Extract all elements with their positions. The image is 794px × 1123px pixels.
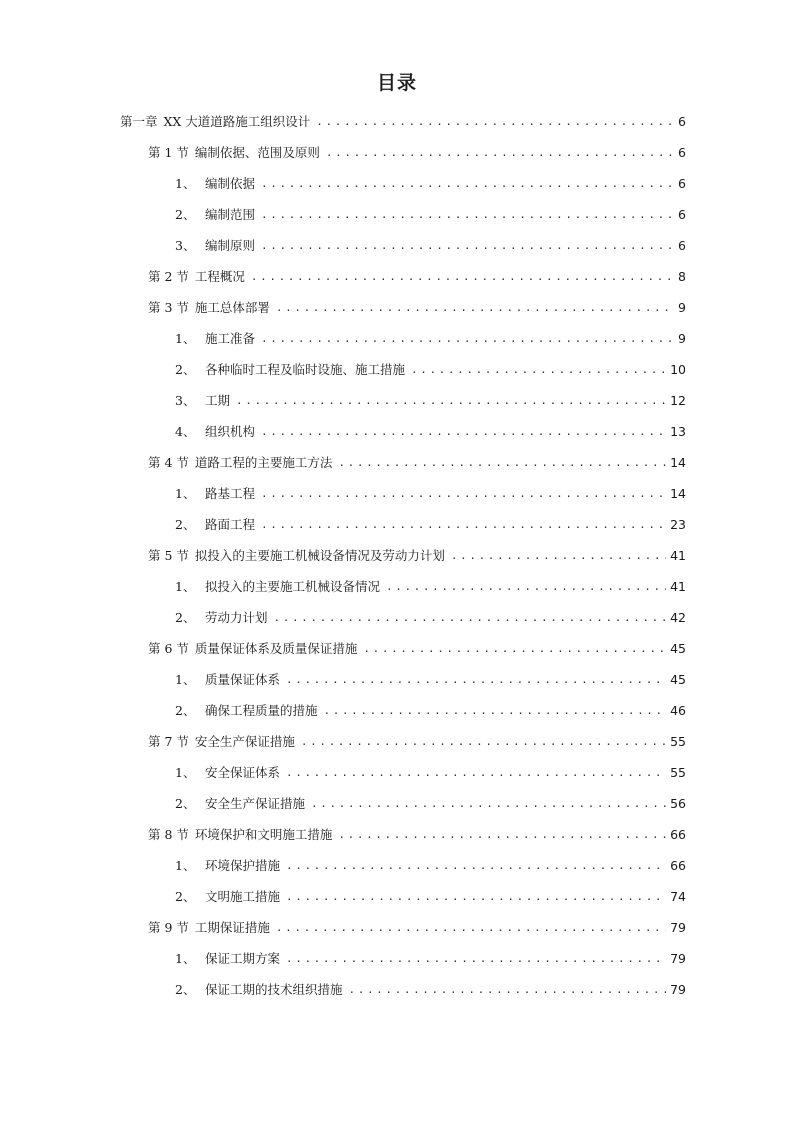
toc-entry-prefix: 4、 bbox=[175, 424, 196, 439]
toc-entry-title: 劳动力计划 bbox=[205, 610, 268, 625]
toc-dot-leader bbox=[286, 673, 666, 686]
toc-page-number: 14 bbox=[670, 454, 686, 470]
toc-page-number: 8 bbox=[678, 268, 686, 284]
toc-dot-leader bbox=[338, 456, 666, 469]
toc-subsection-entry[interactable] bbox=[175, 854, 686, 876]
toc-page-number: 14 bbox=[670, 485, 686, 501]
toc-entry-title: 工程概况 bbox=[194, 269, 245, 284]
toc-entry-prefix: 第 6 节 bbox=[148, 641, 189, 656]
toc-section-entry[interactable] bbox=[148, 296, 686, 318]
toc-section-entry[interactable] bbox=[148, 141, 686, 163]
toc-entry-title: 施工总体部署 bbox=[194, 300, 270, 315]
toc-entry-title: 保证工期的技术组织措施 bbox=[205, 982, 343, 997]
toc-section-entry[interactable] bbox=[148, 730, 686, 752]
toc-subsection-entry[interactable] bbox=[175, 575, 686, 597]
toc-subsection-entry[interactable] bbox=[175, 699, 686, 721]
toc-entry-prefix: 2、 bbox=[175, 610, 196, 625]
toc-entry-title: 施工准备 bbox=[205, 331, 256, 346]
toc-page-number: 10 bbox=[670, 361, 686, 377]
toc-subsection-entry[interactable] bbox=[175, 761, 686, 783]
toc-dot-leader bbox=[236, 394, 666, 407]
toc-page-number: 74 bbox=[670, 888, 686, 904]
toc-subsection-entry[interactable] bbox=[175, 234, 686, 256]
toc-dot-leader bbox=[363, 642, 666, 655]
toc-dot-leader bbox=[451, 549, 666, 562]
toc-page-number: 79 bbox=[670, 981, 686, 997]
toc-dot-leader bbox=[338, 828, 666, 841]
toc-page-number: 66 bbox=[670, 857, 686, 873]
toc-page-number: 79 bbox=[670, 919, 686, 935]
toc-entry-title: 保证工期方案 bbox=[205, 951, 281, 966]
toc-chapter-entry[interactable] bbox=[120, 110, 686, 132]
toc-entry-prefix: 第一章 bbox=[120, 114, 158, 129]
toc-page-number: 6 bbox=[678, 237, 686, 253]
toc-entry-title: 工期 bbox=[205, 393, 231, 408]
toc-page-number: 46 bbox=[670, 702, 686, 718]
toc-entry-prefix: 3、 bbox=[175, 393, 196, 408]
toc-entry-prefix: 2、 bbox=[175, 517, 196, 532]
toc-dot-leader bbox=[261, 177, 674, 190]
toc-page-number: 45 bbox=[670, 640, 686, 656]
toc-entry-title: 环境保护措施 bbox=[205, 858, 281, 873]
toc-entry-title: 路面工程 bbox=[205, 517, 256, 532]
toc-section-entry[interactable] bbox=[148, 916, 686, 938]
toc-entry-prefix: 第 3 节 bbox=[148, 300, 189, 315]
toc-dot-leader bbox=[311, 797, 666, 810]
toc-dot-leader bbox=[324, 704, 667, 717]
toc-page-number: 23 bbox=[670, 516, 686, 532]
toc-page-number: 6 bbox=[678, 175, 686, 191]
toc-subsection-entry[interactable] bbox=[175, 172, 686, 194]
toc-page-number: 6 bbox=[678, 144, 686, 160]
toc-entry-prefix: 1、 bbox=[175, 672, 196, 687]
toc-entry-prefix: 第 2 节 bbox=[148, 269, 189, 284]
toc-page-number: 9 bbox=[678, 299, 686, 315]
toc-dot-leader bbox=[261, 487, 666, 500]
toc-entry-title: 编制范围 bbox=[205, 207, 256, 222]
toc-entry-prefix: 1、 bbox=[175, 486, 196, 501]
toc-entry-title: 安全保证体系 bbox=[205, 765, 281, 780]
toc-entry-title: 组织机构 bbox=[205, 424, 256, 439]
toc-dot-leader bbox=[326, 146, 674, 159]
toc-dot-leader bbox=[286, 890, 666, 903]
toc-page-number: 42 bbox=[670, 609, 686, 625]
toc-dot-leader bbox=[286, 766, 666, 779]
toc-dot-leader bbox=[411, 363, 666, 376]
toc-page-number: 66 bbox=[670, 826, 686, 842]
toc-entry-prefix: 2、 bbox=[175, 362, 196, 377]
toc-subsection-entry[interactable] bbox=[175, 358, 686, 380]
toc-subsection-entry[interactable] bbox=[175, 513, 686, 535]
toc-entry-prefix: 第 7 节 bbox=[148, 734, 189, 749]
toc-dot-leader bbox=[386, 580, 666, 593]
toc-entry-prefix: 3、 bbox=[175, 238, 196, 253]
toc-entry-prefix: 2、 bbox=[175, 703, 196, 718]
toc-entry-title: 道路工程的主要施工方法 bbox=[194, 455, 333, 470]
toc-page-number: 6 bbox=[678, 206, 686, 222]
toc-dot-leader bbox=[316, 115, 674, 128]
toc-entry-title: 安全生产保证措施 bbox=[205, 796, 306, 811]
toc-entry-title: 安全生产保证措施 bbox=[194, 734, 295, 749]
toc-entry-title: 质量保证体系及质量保证措施 bbox=[194, 641, 358, 656]
toc-dot-leader bbox=[251, 270, 674, 283]
toc-entry-title: 编制原则 bbox=[205, 238, 256, 253]
toc-entry-prefix: 1、 bbox=[175, 176, 196, 191]
toc-section-entry[interactable] bbox=[148, 265, 686, 287]
toc-subsection-entry[interactable] bbox=[175, 792, 686, 814]
toc-entry-title: 拟投入的主要施工机械设备情况 bbox=[205, 579, 381, 594]
toc-dot-leader bbox=[261, 332, 674, 345]
toc-entry-title: 编制依据、范围及原则 bbox=[194, 145, 320, 160]
toc-entry-title: 路基工程 bbox=[205, 486, 256, 501]
toc-page-number: 56 bbox=[670, 795, 686, 811]
toc-subsection-entry[interactable] bbox=[175, 389, 686, 411]
toc-page-number: 41 bbox=[670, 578, 686, 594]
toc-entry-prefix: 1、 bbox=[175, 765, 196, 780]
toc-subsection-entry[interactable] bbox=[175, 978, 686, 1000]
toc-entry-title: 质量保证体系 bbox=[205, 672, 281, 687]
toc-subsection-entry[interactable] bbox=[175, 420, 686, 442]
toc-dot-leader bbox=[261, 208, 674, 221]
toc-entry-prefix: 2、 bbox=[175, 982, 196, 997]
toc-page-number: 6 bbox=[678, 113, 686, 129]
page-title: 目录 bbox=[376, 72, 417, 94]
toc-subsection-entry[interactable] bbox=[175, 668, 686, 690]
toc-dot-leader bbox=[261, 518, 666, 531]
toc-subsection-entry[interactable] bbox=[175, 482, 686, 504]
toc-entry-title: 文明施工措施 bbox=[205, 889, 281, 904]
toc-page-number: 13 bbox=[670, 423, 686, 439]
toc-dot-leader bbox=[276, 301, 674, 314]
toc-entry-prefix: 第 9 节 bbox=[148, 920, 189, 935]
toc-page-number: 55 bbox=[670, 764, 686, 780]
toc-subsection-entry[interactable] bbox=[175, 606, 686, 628]
toc-dot-leader bbox=[286, 952, 666, 965]
toc-entry-prefix: 第 8 节 bbox=[148, 827, 189, 842]
toc-dot-leader bbox=[274, 611, 667, 624]
toc-section-entry[interactable] bbox=[148, 451, 686, 473]
toc-entry-prefix: 1、 bbox=[175, 331, 196, 346]
toc-entry-title: 拟投入的主要施工机械设备情况及劳动力计划 bbox=[194, 548, 445, 563]
toc-subsection-entry[interactable] bbox=[175, 203, 686, 225]
toc-entry-title: 确保工程质量的措施 bbox=[205, 703, 318, 718]
toc-entry-prefix: 2、 bbox=[175, 207, 196, 222]
toc-page-number: 12 bbox=[670, 392, 686, 408]
toc-entry-prefix: 2、 bbox=[175, 889, 196, 904]
toc-entry-prefix: 第 4 节 bbox=[148, 455, 189, 470]
toc-section-entry[interactable] bbox=[148, 823, 686, 845]
toc-page-number: 41 bbox=[670, 547, 686, 563]
toc-entry-prefix: 第 5 节 bbox=[148, 548, 189, 563]
toc-entry-prefix: 第 1 节 bbox=[148, 145, 189, 160]
toc-section-entry[interactable] bbox=[148, 637, 686, 659]
toc-subsection-entry[interactable] bbox=[175, 885, 686, 907]
toc-entry-title: XX 大道道路施工组织设计 bbox=[163, 114, 311, 129]
toc-dot-leader bbox=[286, 859, 666, 872]
toc-subsection-entry[interactable] bbox=[175, 327, 686, 349]
toc-entry-title: 各种临时工程及临时设施、施工措施 bbox=[205, 362, 406, 377]
toc-dot-leader bbox=[349, 983, 667, 996]
toc-section-entry[interactable] bbox=[148, 544, 686, 566]
toc-page-number: 45 bbox=[670, 671, 686, 687]
toc-entry-title: 工期保证措施 bbox=[194, 920, 270, 935]
toc-page-number: 9 bbox=[678, 330, 686, 346]
toc-dot-leader bbox=[261, 239, 674, 252]
toc-entry-prefix: 1、 bbox=[175, 858, 196, 873]
toc-entry-prefix: 1、 bbox=[175, 951, 196, 966]
toc-dot-leader bbox=[301, 735, 666, 748]
toc-entry-prefix: 2、 bbox=[175, 796, 196, 811]
toc-subsection-entry[interactable] bbox=[175, 947, 686, 969]
toc-entry-prefix: 1、 bbox=[175, 579, 196, 594]
toc-page-number: 55 bbox=[670, 733, 686, 749]
toc-page-number: 79 bbox=[670, 950, 686, 966]
toc-dot-leader bbox=[276, 921, 666, 934]
toc-entry-title: 编制依据 bbox=[205, 176, 256, 191]
toc-entry-title: 环境保护和文明施工措施 bbox=[194, 827, 333, 842]
toc-dot-leader bbox=[261, 425, 666, 438]
